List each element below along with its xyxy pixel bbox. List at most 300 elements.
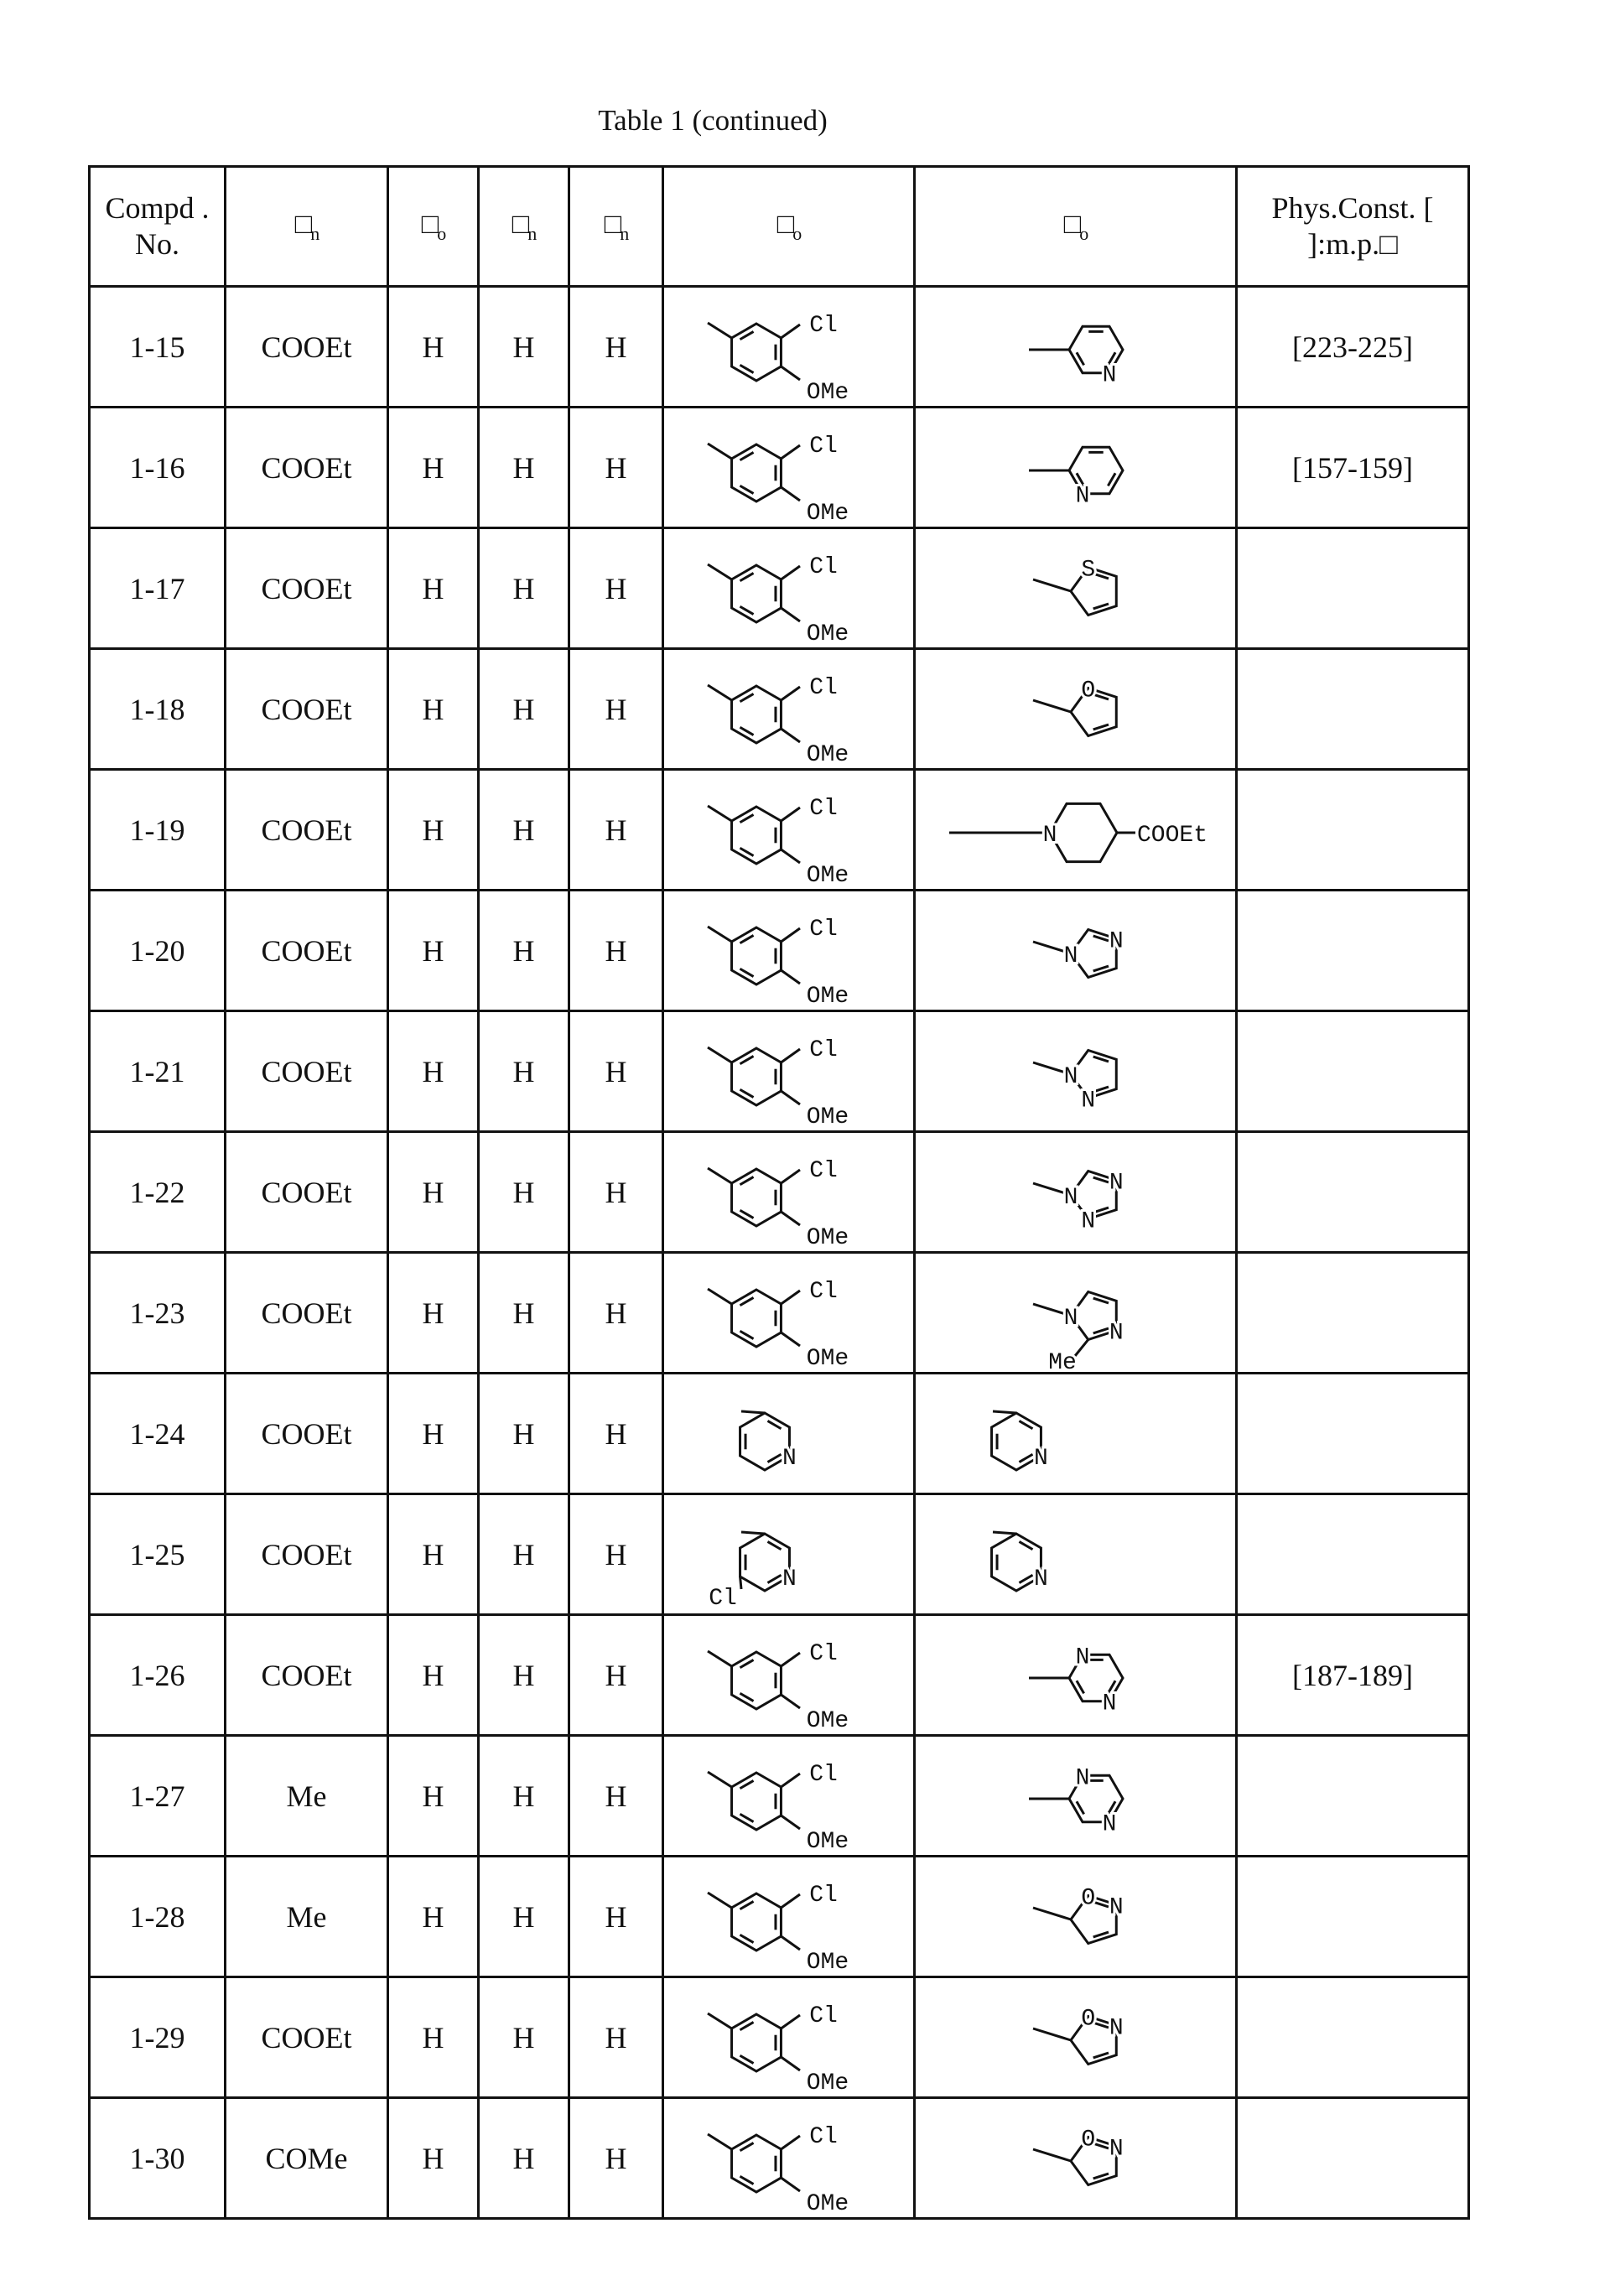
r5-structure <box>663 1615 915 1736</box>
ring-bond <box>732 1893 782 1951</box>
r3-cell: H <box>479 1132 569 1253</box>
atom-label: N <box>1109 1320 1124 1346</box>
r1-cell: COMe <box>226 2098 388 2219</box>
atom-label: N <box>1064 1064 1078 1090</box>
r5-structure <box>663 528 915 649</box>
table-row <box>90 1011 1469 1132</box>
structure-drawing <box>916 1255 1238 1371</box>
r4-cell: H <box>569 1977 663 2098</box>
r3-cell: H <box>479 528 569 649</box>
structure-drawing <box>916 772 1238 888</box>
atom-label: N <box>1081 1208 1095 1234</box>
structure-drawing <box>664 893 916 1009</box>
phys-const <box>1237 1011 1469 1132</box>
structure-drawing <box>916 2101 1238 2216</box>
phys-const <box>1237 1253 1469 1374</box>
r2-cell: H <box>388 528 479 649</box>
bond <box>781 1170 800 1183</box>
bond <box>781 1212 800 1225</box>
r6-structure <box>915 1736 1237 1857</box>
phys-const <box>1237 2098 1469 2219</box>
phys-const <box>1237 1977 1469 2098</box>
bond <box>1033 700 1071 712</box>
ring-bond <box>732 565 782 622</box>
phys-const <box>1237 1132 1469 1253</box>
table-row <box>90 770 1469 891</box>
bond <box>1033 1908 1071 1919</box>
r6-structure <box>915 891 1237 1011</box>
atom-label: S <box>1081 557 1095 583</box>
r2-cell: H <box>388 770 479 891</box>
r2-cell: H <box>388 1857 479 1977</box>
atom-label: N <box>1109 928 1124 954</box>
compound-no: 1-18 <box>90 649 226 770</box>
structure-drawing <box>664 2101 916 2216</box>
atom-label: Cl <box>809 1158 838 1184</box>
header-r5: □o <box>663 167 915 287</box>
phys-const <box>1237 1736 1469 1857</box>
compound-no: 1-20 <box>90 891 226 1011</box>
bond <box>1075 1339 1088 1355</box>
compound-no: 1-25 <box>90 1494 226 1615</box>
bond <box>781 970 800 984</box>
atom-label: OMe <box>807 380 849 405</box>
bond <box>1033 579 1071 591</box>
r1-cell: COOEt <box>226 770 388 891</box>
header-r6: □o <box>915 167 1237 287</box>
r1-cell: COOEt <box>226 1011 388 1132</box>
bond <box>708 1893 732 1908</box>
bond <box>781 2015 800 2028</box>
bond <box>1033 2149 1071 2161</box>
bond <box>781 849 800 863</box>
r3-cell: H <box>479 1253 569 1374</box>
r1-cell: COOEt <box>226 1132 388 1253</box>
table-row <box>90 408 1469 528</box>
atom-label: N <box>782 1566 797 1592</box>
r4-cell: H <box>569 1132 663 1253</box>
table-row <box>90 1374 1469 1494</box>
r4-cell: H <box>569 1615 663 1736</box>
bond <box>708 685 732 700</box>
bond <box>1033 2028 1071 2040</box>
structure-drawing <box>664 1980 916 2096</box>
phys-const <box>1237 1374 1469 1494</box>
bond <box>781 729 800 742</box>
atom-label: N <box>1109 1170 1124 1196</box>
atom-label: N <box>1076 1765 1090 1791</box>
bond <box>708 927 732 942</box>
bond <box>708 444 732 459</box>
r6-structure <box>915 287 1237 408</box>
r2-cell: H <box>388 2098 479 2219</box>
atom-label: N <box>1064 1306 1078 1332</box>
r1-cell: COOEt <box>226 528 388 649</box>
r6-structure <box>915 770 1237 891</box>
r6-structure <box>915 528 1237 649</box>
r3-cell: H <box>479 2098 569 2219</box>
atom-label: Cl <box>809 917 838 943</box>
r6-structure <box>915 1011 1237 1132</box>
atom-label: N <box>1034 1566 1048 1592</box>
r4-cell: H <box>569 1374 663 1494</box>
atom-label: Cl <box>809 313 838 339</box>
table-row <box>90 1977 1469 2098</box>
compound-no: 1-28 <box>90 1857 226 1977</box>
r3-cell: H <box>479 1977 569 2098</box>
r3-cell: H <box>479 1857 569 1977</box>
structure-drawing <box>916 1376 1238 1492</box>
bond <box>708 323 732 338</box>
phys-const <box>1237 770 1469 891</box>
structure-drawing <box>916 1618 1238 1733</box>
compound-no: 1-21 <box>90 1011 226 1132</box>
bond <box>781 2178 800 2191</box>
bond <box>781 325 800 338</box>
r2-cell: H <box>388 1615 479 1736</box>
atom-label: OMe <box>807 621 849 647</box>
bond <box>708 1289 732 1304</box>
compound-no: 1-19 <box>90 770 226 891</box>
atom-label: Me <box>1048 1350 1077 1371</box>
atom-label: OMe <box>807 1829 849 1854</box>
atom-label: Cl <box>809 1641 838 1667</box>
ring-bond <box>732 2014 782 2071</box>
structure-drawing <box>916 410 1238 526</box>
header-r3: □n <box>479 167 569 287</box>
header-r4: □n <box>569 167 663 287</box>
structure-drawing <box>916 1738 1238 1854</box>
bond <box>781 1291 800 1304</box>
r1-cell: Me <box>226 1857 388 1977</box>
bond <box>993 1411 1016 1413</box>
r4-cell: H <box>569 1253 663 1374</box>
r5-structure <box>663 1736 915 1857</box>
atom-label: O <box>1081 678 1095 704</box>
bond <box>708 2134 732 2149</box>
structure-drawing <box>664 1859 916 1975</box>
r1-cell: COOEt <box>226 1374 388 1494</box>
atom-label: O <box>1081 2127 1095 2153</box>
ring-bond <box>732 324 782 381</box>
ring-bond <box>732 1290 782 1347</box>
structure-drawing <box>664 1497 916 1613</box>
r4-cell: H <box>569 891 663 1011</box>
atom-label: Cl <box>809 554 838 580</box>
r2-cell: H <box>388 287 479 408</box>
atom-label: Cl <box>809 2124 838 2150</box>
table-row <box>90 891 1469 1011</box>
bond <box>781 608 800 621</box>
bond <box>781 566 800 579</box>
bond <box>781 928 800 942</box>
bond <box>781 445 800 459</box>
ring-bond <box>732 444 782 501</box>
r4-cell: H <box>569 408 663 528</box>
r3-cell: H <box>479 287 569 408</box>
header-r2: □o <box>388 167 479 287</box>
r3-cell: H <box>479 891 569 1011</box>
r5-structure <box>663 1857 915 1977</box>
r3-cell: H <box>479 1615 569 1736</box>
header-r1: □n <box>226 167 388 287</box>
atom-label: N <box>1103 1691 1117 1717</box>
atom-label: Cl <box>809 1037 838 1063</box>
bond <box>708 2013 732 2028</box>
r1-cell: COOEt <box>226 1253 388 1374</box>
atom-label: Cl <box>809 1883 838 1909</box>
r2-cell: H <box>388 1494 479 1615</box>
bond <box>781 1091 800 1104</box>
structure-drawing <box>664 1618 916 1733</box>
atom-label: N <box>1103 362 1117 388</box>
compound-table <box>88 165 1470 2220</box>
structure-drawing <box>916 289 1238 405</box>
atom-label: Cl <box>809 1279 838 1305</box>
structure-drawing <box>664 289 916 405</box>
bond <box>781 1816 800 1829</box>
r1-cell: Me <box>226 1736 388 1857</box>
compound-no: 1-22 <box>90 1132 226 1253</box>
ring-bond <box>732 686 782 743</box>
r4-cell: H <box>569 2098 663 2219</box>
header-compound-no: Compd . No. <box>90 167 226 287</box>
atom-label: OMe <box>807 1950 849 1975</box>
r5-structure <box>663 1011 915 1132</box>
r6-structure <box>915 1253 1237 1374</box>
bond <box>708 1047 732 1062</box>
phys-const: [157-159] <box>1237 408 1469 528</box>
structure-drawing <box>916 1497 1238 1613</box>
bond <box>781 366 800 380</box>
header-row <box>90 167 1469 287</box>
r2-cell: H <box>388 408 479 528</box>
r1-cell: COOEt <box>226 408 388 528</box>
r5-structure <box>663 1977 915 2098</box>
r1-cell: COOEt <box>226 649 388 770</box>
table-title: Table 1 (continued) <box>0 104 1426 138</box>
table-row <box>90 1615 1469 1736</box>
r3-cell: H <box>479 649 569 770</box>
table-row <box>90 1132 1469 1253</box>
table-row <box>90 1857 1469 1977</box>
ring-bond <box>732 2135 782 2192</box>
atom-label: N <box>1109 2015 1124 2041</box>
structure-drawing <box>664 531 916 647</box>
bond <box>781 808 800 821</box>
r5-structure <box>663 408 915 528</box>
compound-no: 1-16 <box>90 408 226 528</box>
structure-drawing <box>916 652 1238 767</box>
atom-label: N <box>1081 1088 1095 1114</box>
atom-label: OMe <box>807 863 849 888</box>
structure-drawing <box>664 652 916 767</box>
r4-cell: H <box>569 1736 663 1857</box>
compound-no: 1-24 <box>90 1374 226 1494</box>
r4-cell: H <box>569 528 663 649</box>
atom-label: Cl <box>709 1586 737 1612</box>
structure-drawing <box>916 1859 1238 1975</box>
phys-const: [187-189] <box>1237 1615 1469 1736</box>
bond <box>741 1411 765 1413</box>
phys-const <box>1237 1857 1469 1977</box>
r6-structure <box>915 1374 1237 1494</box>
table-row <box>90 649 1469 770</box>
structure-drawing <box>916 893 1238 1009</box>
ring-bond <box>732 1169 782 1226</box>
bond <box>708 1168 732 1183</box>
atom-label: OMe <box>807 1225 849 1250</box>
atom-label: N <box>1103 1811 1117 1837</box>
compound-no: 1-17 <box>90 528 226 649</box>
r5-structure <box>663 1253 915 1374</box>
atom-label: OMe <box>807 501 849 526</box>
phys-const <box>1237 649 1469 770</box>
r6-structure <box>915 1857 1237 1977</box>
structure-drawing <box>916 531 1238 647</box>
ring-bond <box>732 927 782 984</box>
atom-label: OMe <box>807 742 849 767</box>
table-row <box>90 528 1469 649</box>
structure-drawing <box>664 1135 916 1250</box>
bond <box>993 1532 1016 1534</box>
r5-structure <box>663 770 915 891</box>
structure-drawing <box>916 1980 1238 2096</box>
atom-label: N <box>782 1446 797 1472</box>
phys-const: [223-225] <box>1237 287 1469 408</box>
bond <box>708 806 732 821</box>
bond <box>708 1772 732 1787</box>
phys-const <box>1237 528 1469 649</box>
r6-structure <box>915 1615 1237 1736</box>
atom-label: N <box>1064 943 1078 969</box>
r5-structure <box>663 1494 915 1615</box>
atom-label: N <box>1043 823 1057 849</box>
r3-cell: H <box>479 1374 569 1494</box>
r4-cell: H <box>569 770 663 891</box>
structure-drawing <box>664 1376 916 1492</box>
compound-no: 1-30 <box>90 2098 226 2219</box>
r6-structure <box>915 1977 1237 2098</box>
r5-structure <box>663 1132 915 1253</box>
compound-no: 1-23 <box>90 1253 226 1374</box>
atom-label: COOEt <box>1137 823 1208 849</box>
atom-label: Cl <box>809 1762 838 1788</box>
bond <box>781 1774 800 1787</box>
structure-drawing <box>664 1255 916 1371</box>
r2-cell: H <box>388 1011 479 1132</box>
r6-structure <box>915 2098 1237 2219</box>
structure-drawing <box>664 772 916 888</box>
r3-cell: H <box>479 770 569 891</box>
bond <box>708 1651 732 1666</box>
r6-structure <box>915 649 1237 770</box>
r1-cell: COOEt <box>226 891 388 1011</box>
bond <box>741 1532 765 1534</box>
r1-cell: COOEt <box>226 1494 388 1615</box>
atom-label: N <box>1034 1446 1048 1472</box>
bond <box>781 1653 800 1666</box>
r5-structure <box>663 649 915 770</box>
bond <box>781 687 800 700</box>
atom-label: OMe <box>807 1104 849 1130</box>
atom-label: N <box>1076 1644 1090 1670</box>
r6-structure <box>915 1494 1237 1615</box>
atom-label: O <box>1081 2006 1095 2032</box>
r2-cell: H <box>388 1132 479 1253</box>
bond <box>781 2136 800 2149</box>
r1-cell: COOEt <box>226 1615 388 1736</box>
ring-bond <box>732 807 782 864</box>
r1-cell: COOEt <box>226 287 388 408</box>
r4-cell: H <box>569 287 663 408</box>
structure-drawing <box>664 410 916 526</box>
atom-label: OMe <box>807 1708 849 1733</box>
r4-cell: H <box>569 1857 663 1977</box>
r5-structure <box>663 2098 915 2219</box>
r2-cell: H <box>388 1253 479 1374</box>
phys-const <box>1237 1494 1469 1615</box>
r3-cell: H <box>479 1011 569 1132</box>
table-row <box>90 1494 1469 1615</box>
structure-drawing <box>664 1014 916 1130</box>
compound-no: 1-27 <box>90 1736 226 1857</box>
r5-structure <box>663 287 915 408</box>
r4-cell: H <box>569 649 663 770</box>
r5-structure <box>663 891 915 1011</box>
r1-cell: COOEt <box>226 1977 388 2098</box>
ring-bond <box>732 1773 782 1830</box>
compound-no: 1-15 <box>90 287 226 408</box>
phys-const <box>1237 891 1469 1011</box>
r6-structure <box>915 408 1237 528</box>
atom-label: N <box>1109 2136 1124 2162</box>
atom-label: N <box>1076 483 1090 509</box>
r2-cell: H <box>388 1374 479 1494</box>
atom-label: N <box>1109 1894 1124 1920</box>
r4-cell: H <box>569 1011 663 1132</box>
atom-label: Cl <box>809 796 838 822</box>
r3-cell: H <box>479 1736 569 1857</box>
structure-drawing <box>916 1135 1238 1250</box>
ring-bond <box>1050 803 1117 861</box>
r2-cell: H <box>388 891 479 1011</box>
structure-drawing <box>664 1738 916 1854</box>
bond <box>740 1577 741 1589</box>
compound-no: 1-29 <box>90 1977 226 2098</box>
r4-cell: H <box>569 1494 663 1615</box>
atom-label: OMe <box>807 984 849 1009</box>
atom-label: O <box>1081 1885 1095 1911</box>
bond <box>781 2057 800 2070</box>
atom-label: OMe <box>807 1346 849 1371</box>
bond <box>781 1695 800 1708</box>
compound-no: 1-26 <box>90 1615 226 1736</box>
bond <box>781 487 800 501</box>
bond <box>781 1894 800 1908</box>
table-row <box>90 1253 1469 1374</box>
r2-cell: H <box>388 649 479 770</box>
atom-label: OMe <box>807 2191 849 2216</box>
atom-label: Cl <box>809 2003 838 2029</box>
r5-structure <box>663 1374 915 1494</box>
table-row <box>90 2098 1469 2219</box>
bond <box>708 564 732 579</box>
r6-structure <box>915 1132 1237 1253</box>
bond <box>781 1049 800 1062</box>
table-row <box>90 287 1469 408</box>
table-row <box>90 1736 1469 1857</box>
